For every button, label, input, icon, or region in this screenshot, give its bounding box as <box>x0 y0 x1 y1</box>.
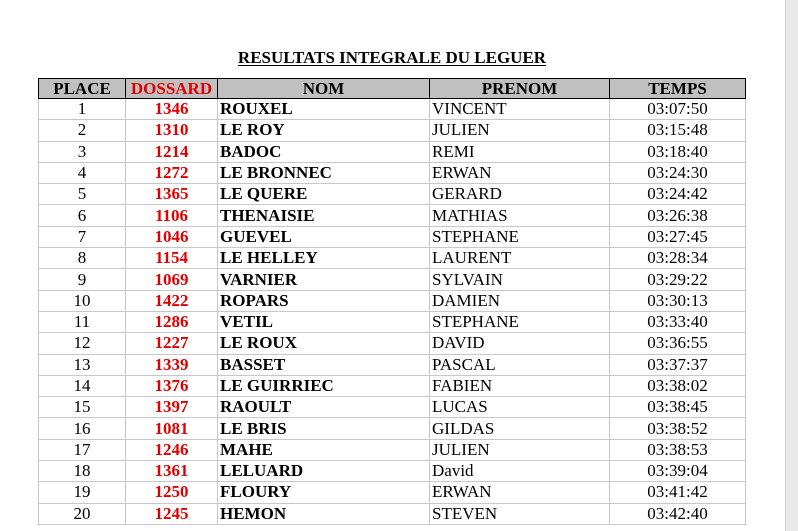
temps-cell: 03:39:04 <box>610 461 746 482</box>
table-row <box>39 205 746 226</box>
dossard-cell: 1376 <box>126 375 218 396</box>
prenom-cell: JULIEN <box>430 120 610 141</box>
table-row <box>39 141 746 162</box>
dossard-cell: 1046 <box>126 226 218 247</box>
prenom-cell: PASCAL <box>430 354 610 375</box>
place-cell: 11 <box>39 311 126 332</box>
prenom-cell: JULIEN <box>430 439 610 460</box>
prenom-cell: STEVEN <box>430 503 610 524</box>
table-row <box>39 311 746 332</box>
nom-cell: LE ROY <box>218 120 430 141</box>
place-cell: 2 <box>39 120 126 141</box>
dossard-cell: 1346 <box>126 99 218 120</box>
dossard-cell: 1365 <box>126 184 218 205</box>
place-cell: 13 <box>39 354 126 375</box>
column-header-temps: TEMPS <box>610 79 746 99</box>
place-cell: 20 <box>39 503 126 524</box>
place-cell: 3 <box>39 141 126 162</box>
nom-cell: LELUARD <box>218 461 430 482</box>
temps-cell: 03:41:42 <box>610 482 746 503</box>
dossard-cell: 1245 <box>126 503 218 524</box>
header-row <box>39 79 746 99</box>
nom-cell: HEMON <box>218 503 430 524</box>
table-row <box>39 248 746 269</box>
dossard-cell: 1246 <box>126 439 218 460</box>
place-cell: 7 <box>39 226 126 247</box>
table-row <box>39 290 746 311</box>
prenom-cell: GERARD <box>430 184 610 205</box>
place-cell: 9 <box>39 269 126 290</box>
prenom-cell: STEPHANE <box>430 226 610 247</box>
temps-cell: 03:18:40 <box>610 141 746 162</box>
place-cell: 1 <box>39 99 126 120</box>
prenom-cell: GILDAS <box>430 418 610 439</box>
temps-cell: 03:15:48 <box>610 120 746 141</box>
dossard-cell: 1361 <box>126 461 218 482</box>
temps-cell: 03:30:13 <box>610 290 746 311</box>
place-cell: 15 <box>39 397 126 418</box>
prenom-cell: STEPHANE <box>430 311 610 332</box>
nom-cell: LE GUIRRIEC <box>218 375 430 396</box>
nom-cell: VARNIER <box>218 269 430 290</box>
place-cell: 10 <box>39 290 126 311</box>
dossard-cell: 1310 <box>126 120 218 141</box>
title-text: RESULTATS INTEGRALE DU LEGUER <box>237 48 547 67</box>
nom-cell: MAHE <box>218 439 430 460</box>
prenom-cell: David <box>430 461 610 482</box>
prenom-cell: FABIEN <box>430 375 610 396</box>
table-row <box>39 184 746 205</box>
column-header-nom: NOM <box>218 79 430 99</box>
prenom-cell: DAVID <box>430 333 610 354</box>
column-header-place: PLACE <box>39 79 126 99</box>
nom-cell: LE BRIS <box>218 418 430 439</box>
dossard-cell: 1339 <box>126 354 218 375</box>
temps-cell: 03:29:22 <box>610 269 746 290</box>
results-body <box>39 99 746 525</box>
nom-cell: ROUXEL <box>218 99 430 120</box>
table-row <box>39 461 746 482</box>
table-row <box>39 120 746 141</box>
column-header-dossard: DOSSARD <box>126 79 218 99</box>
place-cell: 12 <box>39 333 126 354</box>
temps-cell: 03:27:45 <box>610 226 746 247</box>
prenom-cell: DAMIEN <box>430 290 610 311</box>
table-row <box>39 482 746 503</box>
table-row <box>39 162 746 183</box>
prenom-cell: VINCENT <box>430 99 610 120</box>
table-row <box>39 226 746 247</box>
prenom-cell: ERWAN <box>430 162 610 183</box>
nom-cell: LE QUERE <box>218 184 430 205</box>
nom-cell: BASSET <box>218 354 430 375</box>
dossard-cell: 1397 <box>126 397 218 418</box>
temps-cell: 03:38:52 <box>610 418 746 439</box>
nom-cell: THENAISIE <box>218 205 430 226</box>
place-cell: 4 <box>39 162 126 183</box>
temps-cell: 03:38:53 <box>610 439 746 460</box>
place-cell: 17 <box>39 439 126 460</box>
dossard-cell: 1214 <box>126 141 218 162</box>
page-title <box>0 47 784 69</box>
nom-cell: LE ROUX <box>218 333 430 354</box>
nom-cell: LE BRONNEC <box>218 162 430 183</box>
table-row <box>39 503 746 524</box>
dossard-cell: 1154 <box>126 248 218 269</box>
table-row <box>39 269 746 290</box>
nom-cell: VETIL <box>218 311 430 332</box>
place-cell: 8 <box>39 248 126 269</box>
dossard-cell: 1069 <box>126 269 218 290</box>
nom-cell: GUEVEL <box>218 226 430 247</box>
dossard-cell: 1272 <box>126 162 218 183</box>
nom-cell: RAOULT <box>218 397 430 418</box>
nom-cell: ROPARS <box>218 290 430 311</box>
temps-cell: 03:24:30 <box>610 162 746 183</box>
place-cell: 19 <box>39 482 126 503</box>
prenom-cell: ERWAN <box>430 482 610 503</box>
temps-cell: 03:07:50 <box>610 99 746 120</box>
nom-cell: BADOC <box>218 141 430 162</box>
dossard-cell: 1422 <box>126 290 218 311</box>
temps-cell: 03:24:42 <box>610 184 746 205</box>
results-table <box>38 78 746 525</box>
table-row <box>39 439 746 460</box>
table-row <box>39 354 746 375</box>
prenom-cell: LAURENT <box>430 248 610 269</box>
place-cell: 6 <box>39 205 126 226</box>
temps-cell: 03:37:37 <box>610 354 746 375</box>
dossard-cell: 1106 <box>126 205 218 226</box>
prenom-cell: MATHIAS <box>430 205 610 226</box>
place-cell: 5 <box>39 184 126 205</box>
prenom-cell: LUCAS <box>430 397 610 418</box>
table-row <box>39 99 746 120</box>
temps-cell: 03:36:55 <box>610 333 746 354</box>
temps-cell: 03:33:40 <box>610 311 746 332</box>
place-cell: 18 <box>39 461 126 482</box>
column-header-prenom: PRENOM <box>430 79 610 99</box>
nom-cell: LE HELLEY <box>218 248 430 269</box>
place-cell: 14 <box>39 375 126 396</box>
window-edge <box>785 0 798 531</box>
nom-cell: FLOURY <box>218 482 430 503</box>
temps-cell: 03:38:45 <box>610 397 746 418</box>
temps-cell: 03:42:40 <box>610 503 746 524</box>
dossard-cell: 1286 <box>126 311 218 332</box>
table-row <box>39 418 746 439</box>
dossard-cell: 1227 <box>126 333 218 354</box>
temps-cell: 03:28:34 <box>610 248 746 269</box>
table-row <box>39 397 746 418</box>
temps-cell: 03:38:02 <box>610 375 746 396</box>
dossard-cell: 1250 <box>126 482 218 503</box>
dossard-cell: 1081 <box>126 418 218 439</box>
place-cell: 16 <box>39 418 126 439</box>
table-row <box>39 375 746 396</box>
table-row <box>39 333 746 354</box>
temps-cell: 03:26:38 <box>610 205 746 226</box>
prenom-cell: SYLVAIN <box>430 269 610 290</box>
prenom-cell: REMI <box>430 141 610 162</box>
